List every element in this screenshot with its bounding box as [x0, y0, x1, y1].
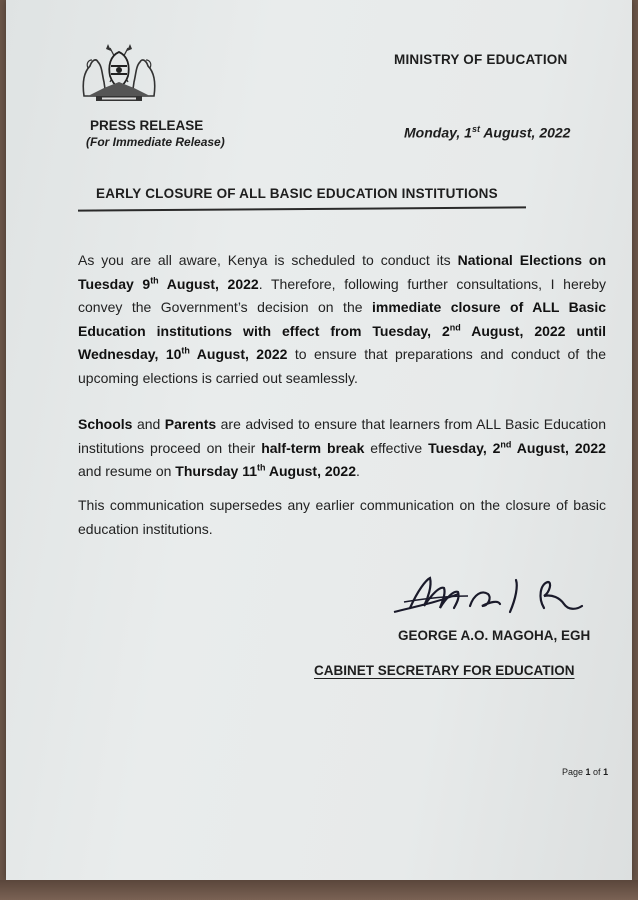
signatory-role: CABINET SECRETARY FOR EDUCATION	[314, 663, 575, 678]
signature-icon	[388, 572, 598, 620]
page-number: Page 1 of 1	[562, 767, 609, 777]
signatory-name: GEORGE A.O. MAGOHA, EGH	[398, 628, 591, 643]
body-paragraph-3: This communication supersedes any earlier communication on the closure of basic education institutions.	[78, 497, 606, 537]
immediate-release-label: (For Immediate Release)	[86, 135, 225, 149]
body-paragraph-2: Schools and Parents are advised to ensure that learners from ALL Basic Education institutions proceed on their half-term break effective Tuesday, 2nd August, 2022 and resume on Thursday 11th August, 2022.	[78, 416, 607, 479]
release-date: Monday, 1st August, 2022	[404, 124, 571, 141]
title-underline	[78, 206, 526, 211]
document-title: EARLY CLOSURE OF ALL BASIC EDUCATION INSTITUTIONS	[96, 186, 498, 201]
press-release-page	[6, 0, 632, 880]
ministry-name: MINISTRY OF EDUCATION	[394, 52, 568, 67]
press-release-label: PRESS RELEASE	[90, 118, 204, 133]
desk-surface	[0, 880, 638, 900]
coat-of-arms-icon	[74, 38, 164, 104]
body-paragraph-1: As you are all aware, Kenya is scheduled to conduct its National Elections on Tuesday 9th August, 2022. Therefore, following further consultations, I hereby convey the Government’s decision on the immediate closure of ALL Basic Education institutions with effect from Tuesday, 2nd August, 2022 until Wednesday, 10th August, 2022 to ensure that preparations and conduct of the upcoming elections is carried out seamlessly.	[78, 252, 607, 386]
